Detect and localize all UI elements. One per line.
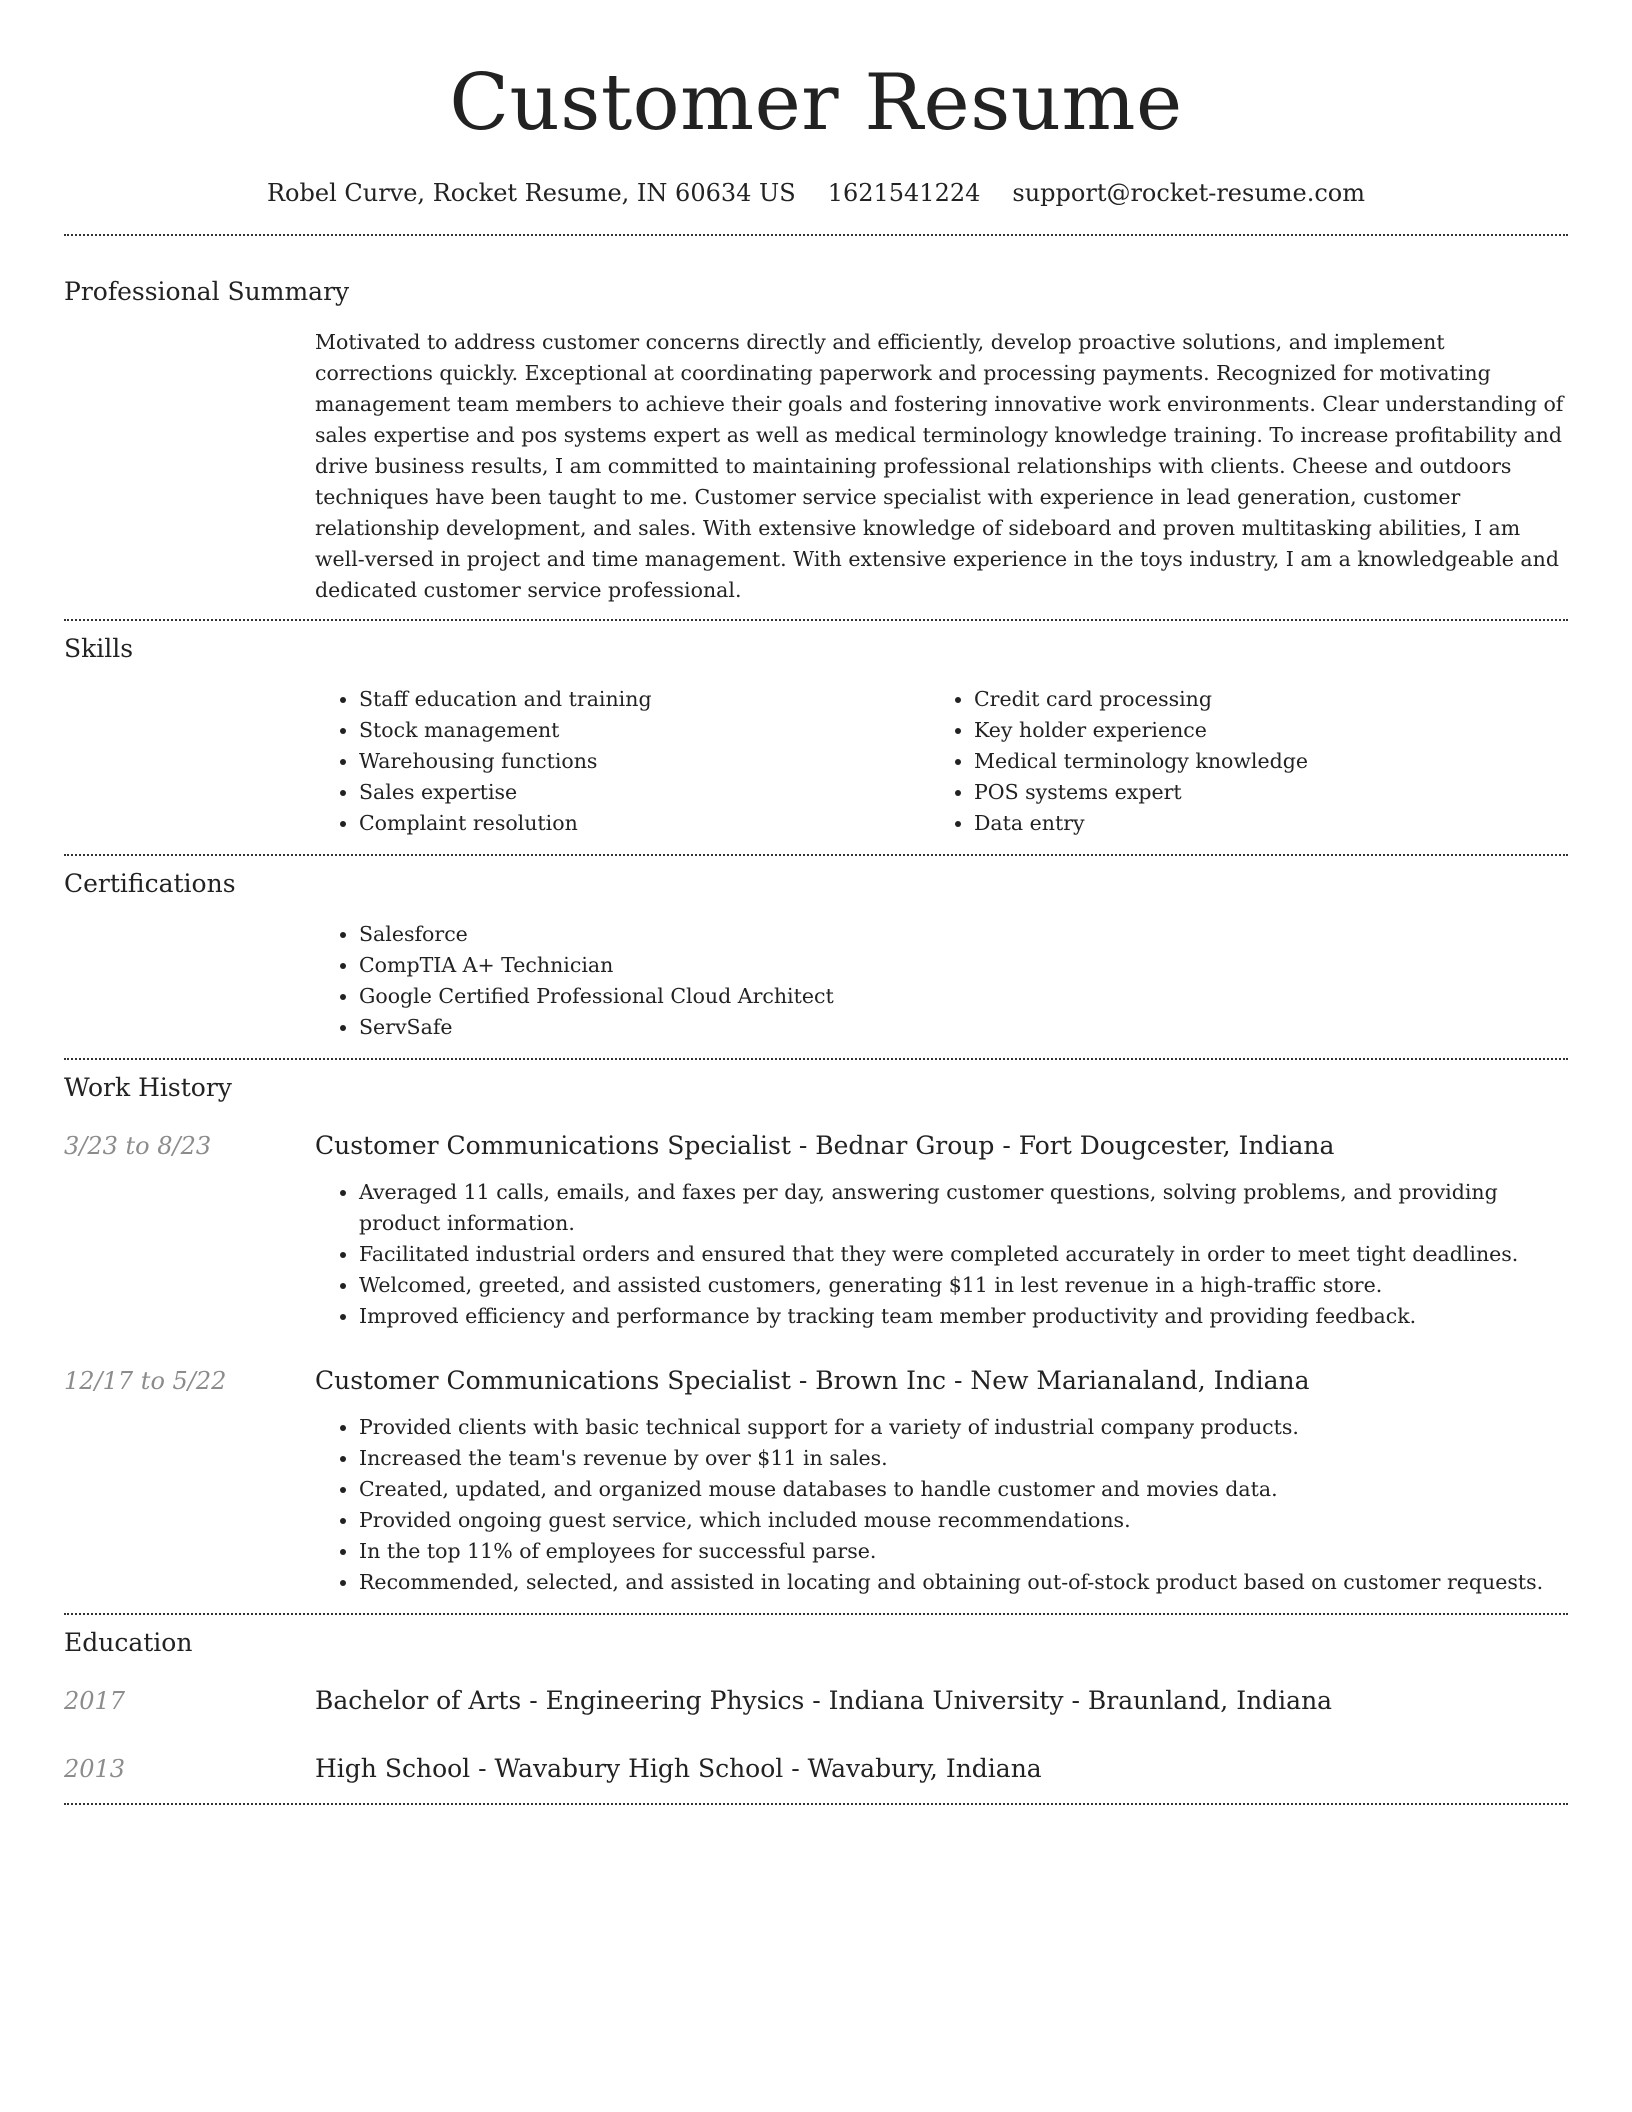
skill-item: • Credit card processing <box>974 684 1545 715</box>
job-bullet: • Averaged 11 calls, emails, and faxes per day, answering customer questions, solving problems, and providing product information. <box>359 1177 1568 1239</box>
contact-info <box>64 176 1568 210</box>
job-bullet: • Facilitated industrial orders and ensured that they were completed accurately in order to meet tight deadlines. <box>359 1239 1568 1270</box>
section-summary <box>64 275 1568 606</box>
section-title-education: Education <box>64 1628 193 1657</box>
education-entry <box>64 1684 1568 1718</box>
job-bullets <box>315 1177 1568 1332</box>
job-bullet: • Provided clients with basic technical support for a variety of industrial company products. <box>359 1412 1568 1443</box>
job-title: Customer Communications Specialist - Bednar Group - Fort Dougcester, Indiana <box>315 1131 1335 1160</box>
certification-item: • Salesforce <box>359 919 1568 950</box>
summary-text: Motivated to address customer concerns directly and efficiently, develop proactive solutions, and implement corrections quickly. Exceptional at coordinating paperwork and processing payments. Recognized for motivating management team members to achieve their goals and fostering innovative work environments. Clear understanding of sales expertise and pos systems expert as well as medical terminology knowledge training. To increase profitability and drive business results, I am committed to maintaining professional relationships with clients. Cheese and outdoors techniques have been taught to me. Customer service specialist with experience in lead generation, customer relationship development, and sales. With extensive knowledge of sideboard and proven multitasking abilities, I am well-versed in project and time management. With extensive experience in the toys industry, I am a knowledgeable and dedicated customer service professional. <box>315 330 1564 602</box>
skill-item: • Stock management <box>359 715 930 746</box>
certifications-list <box>315 919 1568 1043</box>
skills-column-right <box>930 684 1545 839</box>
job-dates: 12/17 to 5/22 <box>64 1367 227 1395</box>
resume-name: Customer Resume <box>449 58 1183 148</box>
summary-content <box>315 327 1568 606</box>
job-bullet: • Provided ongoing guest service, which included mouse recommendations. <box>359 1505 1568 1536</box>
education-title: High School - Wavabury High School - Wavabury, Indiana <box>315 1754 1042 1783</box>
section-skills <box>64 632 1568 839</box>
job-header <box>64 1129 1568 1163</box>
section-education <box>64 1626 1568 1786</box>
job-bullet-list <box>315 1177 1568 1332</box>
divider <box>64 1058 1568 1060</box>
skill-item: • Medical terminology knowledge <box>974 746 1545 777</box>
section-work-history <box>64 1071 1568 1598</box>
job-bullet: • Created, updated, and organized mouse databases to handle customer and movies data. <box>359 1474 1568 1505</box>
contact-phone: 1621541224 <box>827 179 981 207</box>
skill-item: • Sales expertise <box>359 777 930 808</box>
skill-item: • Staff education and training <box>359 684 930 715</box>
divider <box>64 854 1568 856</box>
section-title-certifications: Certifications <box>64 869 236 898</box>
skills-column-left <box>315 684 930 839</box>
section-title-work: Work History <box>64 1073 232 1102</box>
divider <box>64 1613 1568 1615</box>
divider <box>64 1803 1568 1805</box>
skill-item: • Data entry <box>974 808 1545 839</box>
divider <box>64 234 1568 236</box>
section-title-summary: Professional Summary <box>64 277 350 306</box>
skill-item: • Key holder experience <box>974 715 1545 746</box>
job-header <box>64 1364 1568 1398</box>
job-dates: 3/23 to 8/23 <box>64 1132 212 1160</box>
skill-item: • Complaint resolution <box>359 808 930 839</box>
job-entry <box>64 1364 1568 1598</box>
skills-grid <box>315 684 1568 839</box>
job-bullet-list <box>315 1412 1568 1598</box>
contact-address: Robel Curve, Rocket Resume, IN 60634 US <box>266 179 796 207</box>
job-bullets <box>315 1412 1568 1598</box>
contact-email: support@rocket-resume.com <box>1012 179 1366 207</box>
certification-item: • Google Certified Professional Cloud Architect <box>359 981 1568 1012</box>
skills-list-left <box>315 684 930 839</box>
skill-item: • POS systems expert <box>974 777 1545 808</box>
divider <box>64 619 1568 621</box>
certification-item: • ServSafe <box>359 1012 1568 1043</box>
job-title: Customer Communications Specialist - Brown Inc - New Marianaland, Indiana <box>315 1366 1310 1395</box>
job-bullet: • Improved efficiency and performance by tracking team member productivity and providing feedback. <box>359 1301 1568 1332</box>
job-entry <box>64 1129 1568 1332</box>
job-bullet: • Increased the team's revenue by over $11 in sales. <box>359 1443 1568 1474</box>
certification-item: • CompTIA A+ Technician <box>359 950 1568 981</box>
job-bullet: • Recommended, selected, and assisted in locating and obtaining out-of-stock product based on customer requests. <box>359 1567 1568 1598</box>
education-title: Bachelor of Arts - Engineering Physics - Indiana University - Braunland, Indiana <box>315 1686 1333 1715</box>
education-year: 2017 <box>64 1687 126 1715</box>
education-year: 2013 <box>64 1755 126 1783</box>
skills-list-right <box>930 684 1545 839</box>
education-entry <box>64 1752 1568 1786</box>
section-certifications <box>64 867 1568 1043</box>
job-bullet: • In the top 11% of employees for successful parse. <box>359 1536 1568 1567</box>
section-title-skills: Skills <box>64 634 134 663</box>
skill-item: • Warehousing functions <box>359 746 930 777</box>
job-bullet: • Welcomed, greeted, and assisted customers, generating $11 in lest revenue in a high-traffic store. <box>359 1270 1568 1301</box>
certifications-content <box>315 919 1568 1043</box>
